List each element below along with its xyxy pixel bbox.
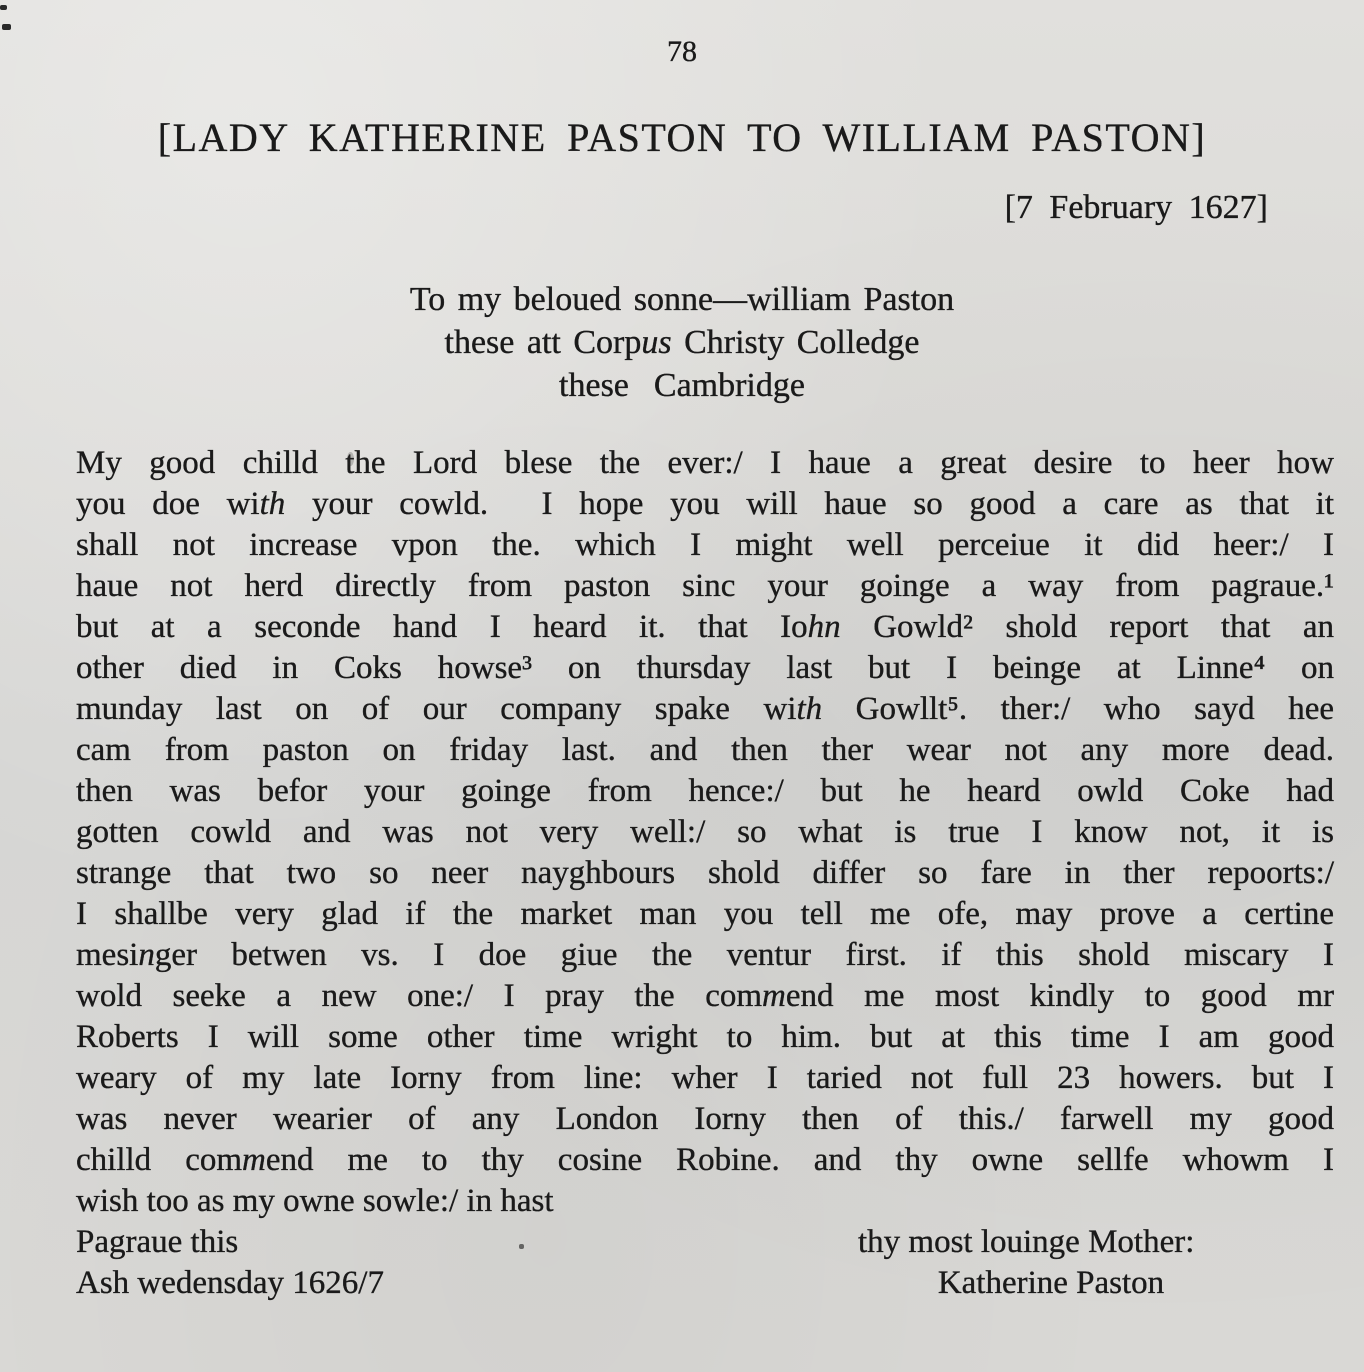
body-line: shall not increase vpon the. which I might well perceiue it did heer:/ I bbox=[76, 527, 1334, 563]
body-line: weary of my late Iorny from line: wher I taried not full 23 howers. but I bbox=[76, 1060, 1334, 1096]
body-line: I shallbe very glad if the market man you tell me ofe, may prove a certine bbox=[76, 896, 1334, 932]
page-number: 78 bbox=[667, 35, 697, 68]
body-line: you doe with your cowld. I hope you will haue so good a care as that it bbox=[76, 486, 1334, 522]
scan-smudge bbox=[347, 452, 354, 466]
address-line: these Cambridge bbox=[559, 367, 805, 404]
body-line: other died in Coks howse³ on thursday last but I beinge at Linne⁴ on bbox=[76, 650, 1334, 686]
body-line: haue not herd directly from paston sinc your goinge a way from pagraue.¹ bbox=[76, 568, 1334, 604]
body-line: munday last on of our company spake with Gowllt⁵. ther:/ who sayd hee bbox=[76, 691, 1334, 727]
body-line: strange that two so neer nayghbours shold differ so fare in ther repoorts:/ bbox=[76, 855, 1334, 891]
letter-title: [LADY KATHERINE PASTON TO WILLIAM PASTON] bbox=[157, 115, 1207, 160]
address-block bbox=[0, 278, 1364, 407]
letter-body bbox=[76, 443, 1334, 1304]
body-line: was never wearier of any London Iorny then of this./ farwell my good bbox=[76, 1101, 1334, 1137]
closing-signoff: thy most louinge Mother: bbox=[858, 1224, 1195, 1260]
closing-signature: Katherine Paston bbox=[937, 1265, 1165, 1301]
body-line: cam from paston on friday last. and then ther wear not any more dead. bbox=[76, 732, 1334, 768]
scan-speck bbox=[519, 1244, 524, 1249]
body-line: wish too as my owne sowle:/ in hast bbox=[76, 1183, 554, 1219]
address-line: these att Corpus Christy Colledge bbox=[444, 324, 920, 361]
body-line: mesinger betwen vs. I doe giue the ventur first. if this shold miscary I bbox=[76, 937, 1334, 973]
address-line: To my beloued sonne—william Paston bbox=[409, 281, 955, 318]
body-line: wold seeke a new one:/ I pray the commend me most kindly to good mr bbox=[76, 978, 1334, 1014]
body-line: My good chilld the Lord blese the ever:/ I haue a great desire to heer how bbox=[76, 445, 1334, 481]
closing-place: Pagraue this bbox=[76, 1224, 239, 1260]
body-line: chilld commend me to thy cosine Robine. and thy owne sellfe whowm I bbox=[76, 1142, 1335, 1178]
body-line: then was befor your goinge from hence:/ but he heard owld Coke had bbox=[76, 773, 1334, 809]
letter-date: [7 February 1627] bbox=[1004, 189, 1268, 226]
scan-speck bbox=[0, 5, 7, 10]
scan-speck bbox=[2, 24, 11, 30]
closing-row bbox=[76, 1263, 1334, 1304]
body-line: but at a seconde hand I heard it. that Iohn Gowld² shold report that an bbox=[76, 609, 1334, 645]
closing-date: Ash wedensday 1626/7 bbox=[76, 1265, 384, 1301]
body-line: Roberts I will some other time wright to him. but at this time I am good bbox=[76, 1019, 1334, 1055]
closing-row bbox=[76, 1222, 1334, 1263]
body-line: gotten cowld and was not very well:/ so what is true I know not, it is bbox=[76, 814, 1334, 850]
